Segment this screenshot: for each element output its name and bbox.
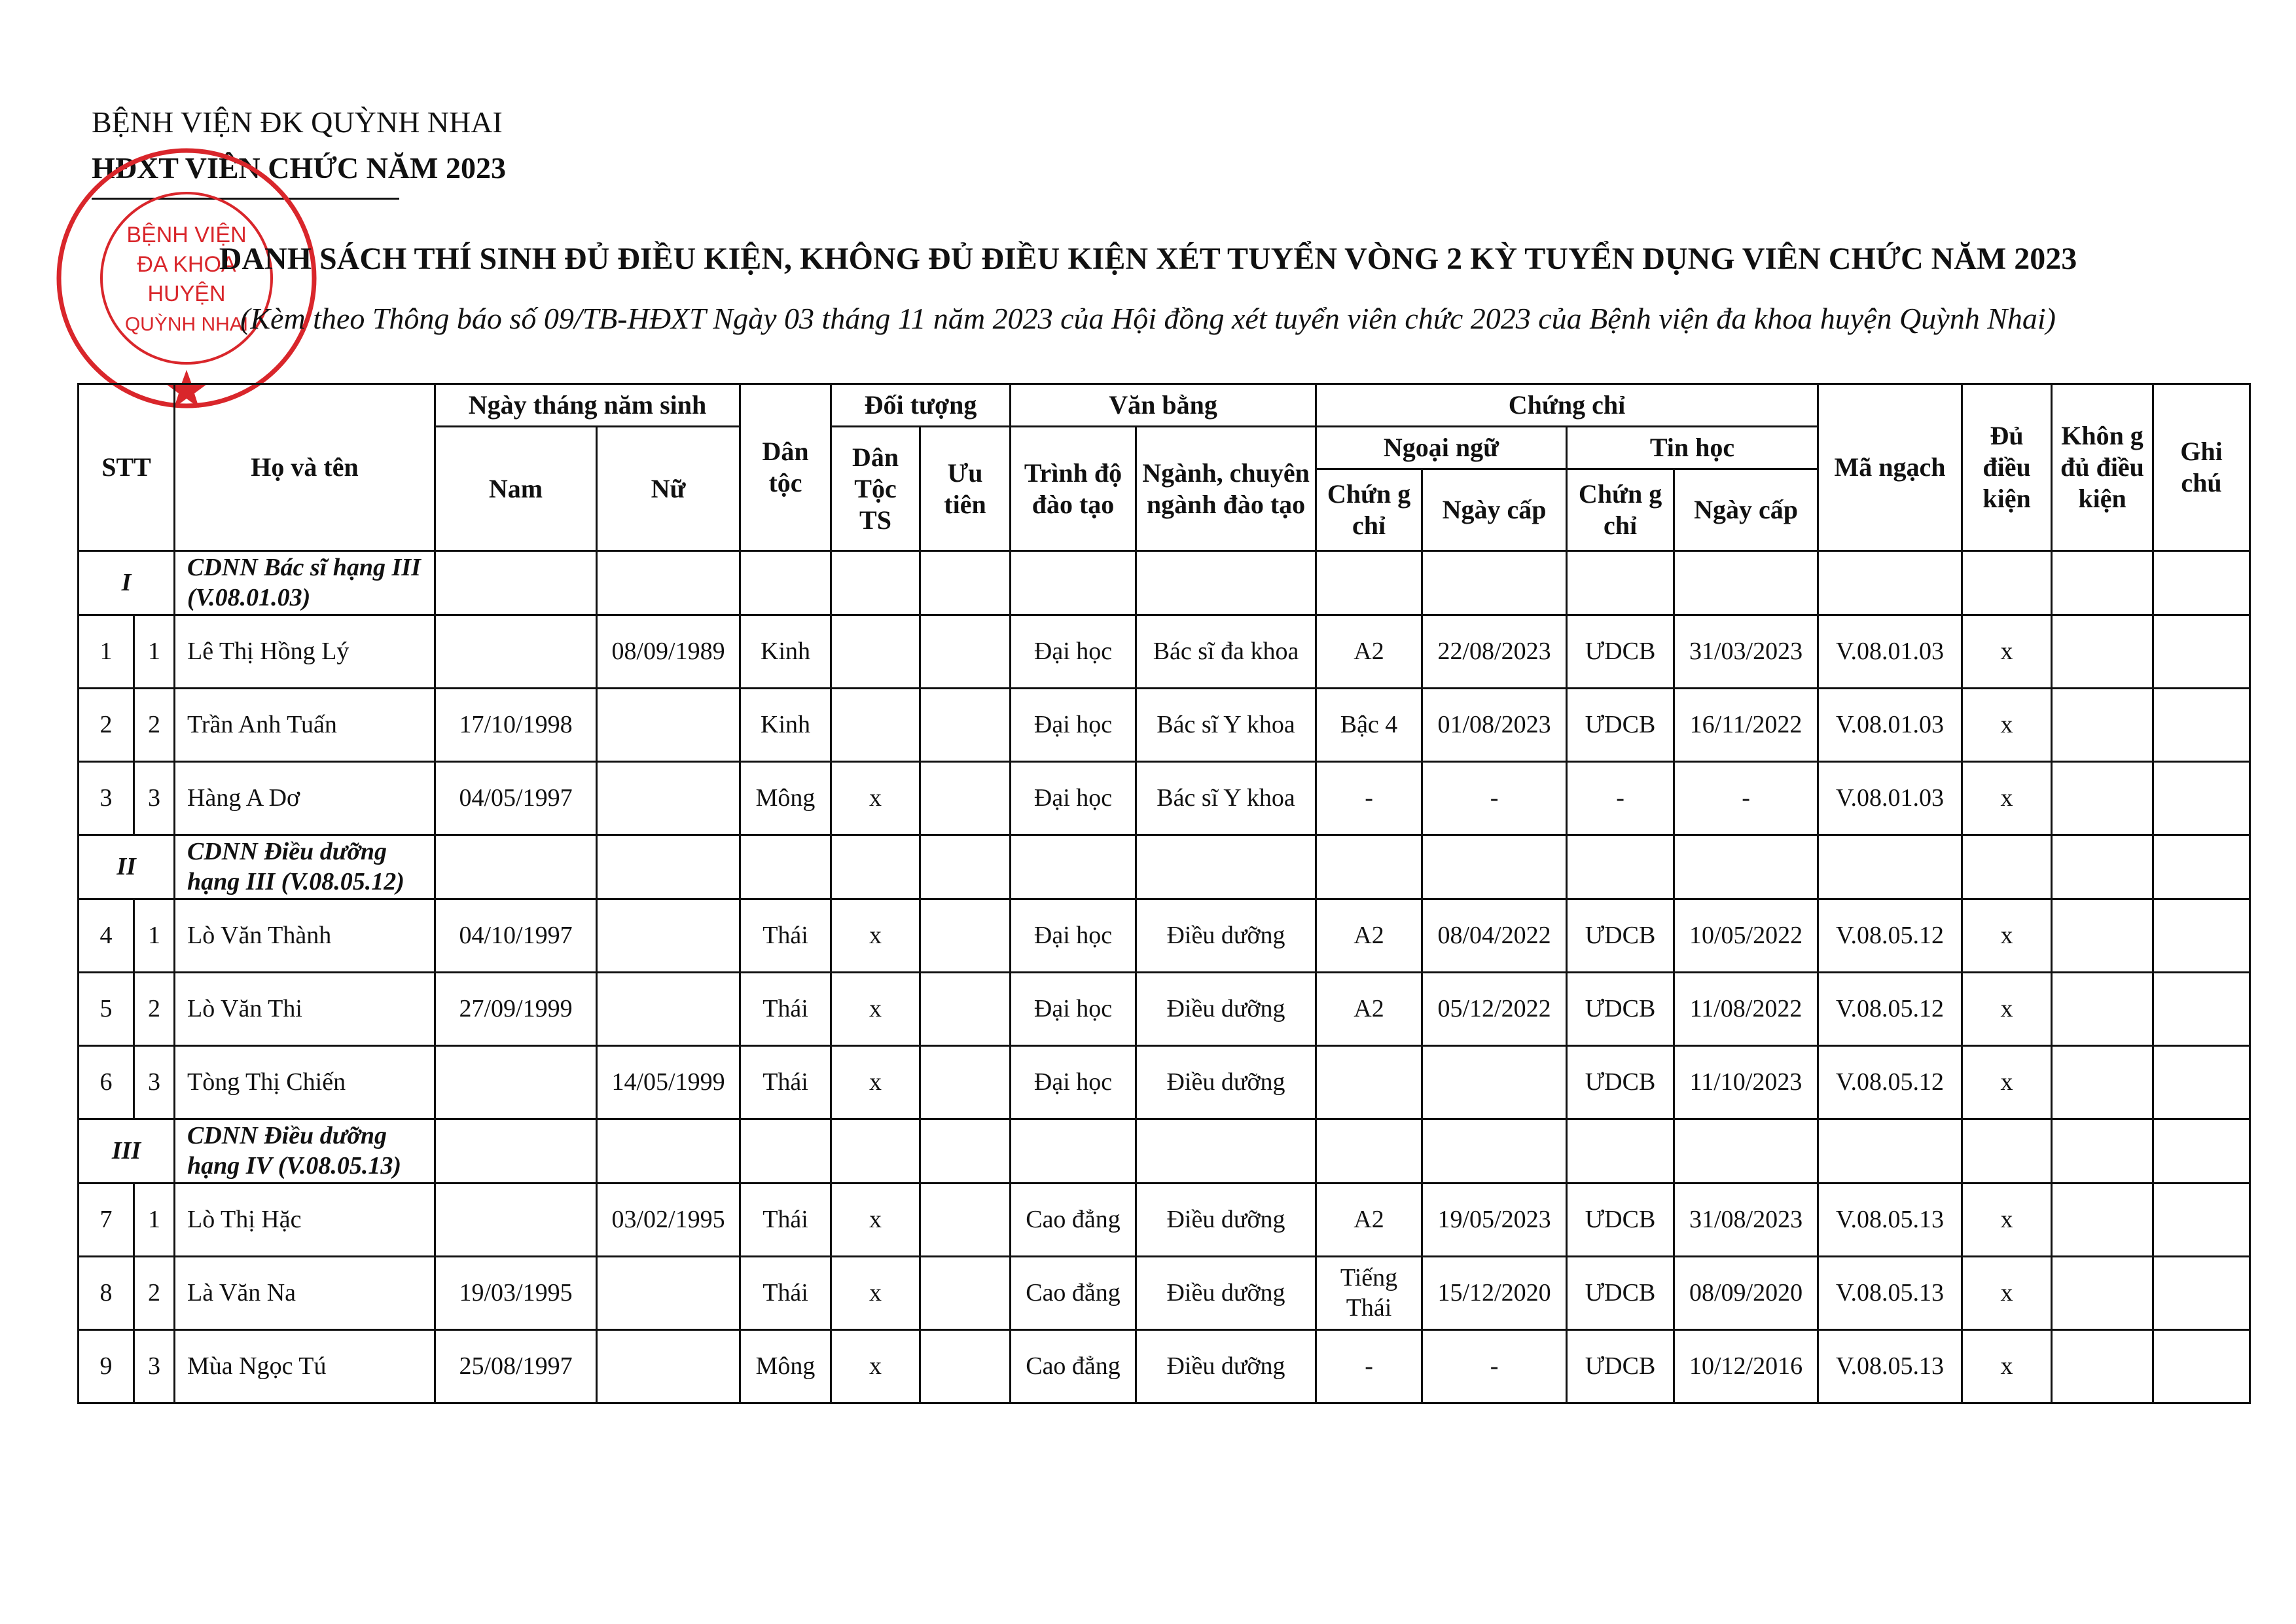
cell-major: Bác sĩ Y khoa (1136, 689, 1316, 762)
cell-major: Điều dưỡng (1136, 1046, 1316, 1119)
empty-cell (920, 1119, 1011, 1183)
document-subtitle: (Kèm theo Thông báo số 09/TB-HĐXT Ngày 03 tháng 11 năm 2023 của Hội đồng xét tuyển viên chức 2023 của Bệnh viện đa khoa huyện Quỳnh Nhai) (240, 302, 2056, 335)
cell-it: - (1567, 762, 1674, 835)
cell-priority (920, 1257, 1011, 1330)
cell-male: 19/03/1995 (435, 1257, 597, 1330)
cell-ethnic-ts (831, 615, 920, 689)
cell-sub: 2 (134, 689, 175, 762)
empty-cell (1567, 1119, 1674, 1183)
cell-code: V.08.01.03 (1818, 762, 1962, 835)
empty-cell (435, 551, 597, 615)
cell-priority (920, 689, 1011, 762)
empty-cell (1316, 1119, 1422, 1183)
cell-stt: 6 (79, 1046, 134, 1119)
cell-sub: 1 (134, 1183, 175, 1257)
empty-cell (740, 835, 831, 899)
empty-cell (597, 551, 740, 615)
col-foreign: Ngoại ngữ (1316, 427, 1567, 469)
cell-sub: 2 (134, 1257, 175, 1330)
cell-it: ƯDCB (1567, 1257, 1674, 1330)
section-roman: II (79, 835, 175, 899)
cell-ethnic-ts: x (831, 973, 920, 1046)
cell-priority (920, 762, 1011, 835)
empty-cell (1422, 835, 1567, 899)
empty-cell (1567, 835, 1674, 899)
empty-cell (2052, 1119, 2153, 1183)
cell-level: Cao đẳng (1011, 1257, 1136, 1330)
cell-code: V.08.05.12 (1818, 899, 1962, 973)
empty-cell (1136, 835, 1316, 899)
cell-not-eligible (2052, 689, 2153, 762)
cell-priority (920, 899, 1011, 973)
cell-priority (920, 973, 1011, 1046)
cell-major: Điều dưỡng (1136, 1257, 1316, 1330)
cell-eligible: x (1962, 615, 2052, 689)
table-row (79, 1330, 2250, 1403)
cell-stt: 5 (79, 973, 134, 1046)
cell-eligible: x (1962, 689, 2052, 762)
cell-level: Đại học (1011, 615, 1136, 689)
cell-note (2153, 762, 2250, 835)
col-priority: Ưu tiên (920, 427, 1011, 551)
cell-ff: - (1316, 1330, 1422, 1403)
table-row (79, 973, 2250, 1046)
empty-cell (597, 835, 740, 899)
col-level: Trình độ đào tạo (1011, 427, 1136, 551)
empty-cell (1136, 551, 1316, 615)
cell-sub: 2 (134, 973, 175, 1046)
section-row (79, 551, 2250, 615)
empty-cell (2153, 835, 2250, 899)
col-degree: Văn bằng (1011, 384, 1316, 427)
section-title: CDNN Điều dưỡng hạng III (V.08.05.12) (175, 835, 435, 899)
empty-cell (1674, 835, 1818, 899)
cell-ethnic: Thái (740, 1183, 831, 1257)
col-code: Mã ngạch (1818, 384, 1962, 551)
cell-note (2153, 689, 2250, 762)
cell-it: ƯDCB (1567, 615, 1674, 689)
cell-it-date: 10/05/2022 (1674, 899, 1818, 973)
cell-ethnic-ts: x (831, 1330, 920, 1403)
cell-name: Lò Văn Thành (175, 899, 435, 973)
cell-not-eligible (2052, 762, 2153, 835)
col-ethnic: Dân tộc (740, 384, 831, 551)
cell-eligible: x (1962, 1183, 2052, 1257)
cell-it: ƯDCB (1567, 899, 1674, 973)
cell-sub: 3 (134, 1046, 175, 1119)
cell-major: Bác sĩ đa khoa (1136, 615, 1316, 689)
cell-name: Là Văn Na (175, 1257, 435, 1330)
cell-code: V.08.01.03 (1818, 615, 1962, 689)
cell-eligible: x (1962, 1046, 2052, 1119)
cell-ethnic: Mông (740, 1330, 831, 1403)
empty-cell (2052, 551, 2153, 615)
cell-major: Điều dưỡng (1136, 973, 1316, 1046)
col-stt: STT (79, 384, 175, 551)
cell-ff-date (1422, 1046, 1567, 1119)
cell-it-date: 31/08/2023 (1674, 1183, 1818, 1257)
cell-major: Điều dưỡng (1136, 899, 1316, 973)
cell-major: Điều dưỡng (1136, 1330, 1316, 1403)
empty-cell (1422, 1119, 1567, 1183)
cell-level: Cao đẳng (1011, 1183, 1136, 1257)
official-stamp-icon (52, 144, 321, 412)
cell-code: V.08.01.03 (1818, 689, 1962, 762)
empty-cell (1818, 835, 1962, 899)
svg-text:ĐA KHOA: ĐA KHOA (137, 252, 236, 277)
cell-ff-date: 19/05/2023 (1422, 1183, 1567, 1257)
cell-name: Lò Thị Hặc (175, 1183, 435, 1257)
cell-note (2153, 899, 2250, 973)
col-not-eligible: Khôn g đủ điều kiện (2052, 384, 2153, 551)
cell-stt: 1 (79, 615, 134, 689)
cell-name: Hàng A Dơ (175, 762, 435, 835)
cell-code: V.08.05.13 (1818, 1183, 1962, 1257)
cell-stt: 9 (79, 1330, 134, 1403)
cell-code: V.08.05.12 (1818, 973, 1962, 1046)
col-dob: Ngày tháng năm sinh (435, 384, 740, 427)
cell-name: Trần Anh Tuấn (175, 689, 435, 762)
cell-code: V.08.05.12 (1818, 1046, 1962, 1119)
cell-ff-date: 01/08/2023 (1422, 689, 1567, 762)
empty-cell (1674, 551, 1818, 615)
cell-level: Đại học (1011, 689, 1136, 762)
cell-it-date: 11/08/2022 (1674, 973, 1818, 1046)
empty-cell (1316, 551, 1422, 615)
empty-cell (2153, 1119, 2250, 1183)
cell-it: ƯDCB (1567, 973, 1674, 1046)
cell-not-eligible (2052, 1330, 2153, 1403)
cell-ethnic-ts (831, 689, 920, 762)
cell-male: 04/10/1997 (435, 899, 597, 973)
cell-stt: 7 (79, 1183, 134, 1257)
document-title: DANH SÁCH THÍ SINH ĐỦ ĐIỀU KIỆN, KHÔNG ĐỦ ĐIỀU KIỆN XÉT TUYỂN VÒNG 2 KỲ TUYỂN DỤNG VIÊN CHỨC NĂM 2023 (219, 242, 2077, 276)
section-row (79, 1119, 2250, 1183)
cell-level: Cao đẳng (1011, 1330, 1136, 1403)
cell-sub: 3 (134, 762, 175, 835)
empty-cell (1011, 551, 1136, 615)
cell-ff: A2 (1316, 899, 1422, 973)
cell-priority (920, 1183, 1011, 1257)
cell-eligible: x (1962, 1330, 2052, 1403)
cell-female (597, 1257, 740, 1330)
cell-ff-date: 15/12/2020 (1422, 1257, 1567, 1330)
cell-it-date: 08/09/2020 (1674, 1257, 1818, 1330)
empty-cell (1567, 551, 1674, 615)
empty-cell (435, 835, 597, 899)
svg-text:HUYỆN: HUYỆN (147, 281, 226, 306)
table-row (79, 1046, 2250, 1119)
empty-cell (2153, 551, 2250, 615)
cell-ff: Tiếng Thái (1316, 1257, 1422, 1330)
col-it: Tin học (1567, 427, 1818, 469)
cell-not-eligible (2052, 973, 2153, 1046)
cell-it-date: 31/03/2023 (1674, 615, 1818, 689)
cell-ff: A2 (1316, 615, 1422, 689)
cell-name: Lò Văn Thi (175, 973, 435, 1046)
cell-level: Đại học (1011, 973, 1136, 1046)
cell-ff: A2 (1316, 973, 1422, 1046)
council-name: HĐXT VIÊN CHỨC NĂM 2023 (92, 151, 506, 185)
cell-eligible: x (1962, 899, 2052, 973)
cell-major: Điều dưỡng (1136, 1183, 1316, 1257)
cell-ethnic: Thái (740, 1257, 831, 1330)
svg-text:QUỲNH NHAI: QUỲNH NHAI (124, 314, 249, 335)
cell-ff-date: - (1422, 1330, 1567, 1403)
cell-stt: 2 (79, 689, 134, 762)
col-foreign-date: Ngày cấp (1422, 469, 1567, 551)
cell-ethnic-ts: x (831, 762, 920, 835)
cell-stt: 3 (79, 762, 134, 835)
cell-not-eligible (2052, 615, 2153, 689)
col-it-date: Ngày cấp (1674, 469, 1818, 551)
cell-note (2153, 1257, 2250, 1330)
cell-ethnic: Thái (740, 973, 831, 1046)
cell-sub: 1 (134, 615, 175, 689)
empty-cell (435, 1119, 597, 1183)
empty-cell (1962, 1119, 2052, 1183)
col-female: Nữ (597, 427, 740, 551)
cell-stt: 4 (79, 899, 134, 973)
cell-it-date: - (1674, 762, 1818, 835)
cell-ff: Bậc 4 (1316, 689, 1422, 762)
cell-ethnic: Thái (740, 899, 831, 973)
col-male: Nam (435, 427, 597, 551)
cell-female: 14/05/1999 (597, 1046, 740, 1119)
empty-cell (1674, 1119, 1818, 1183)
col-cert: Chứng chỉ (1316, 384, 1818, 427)
cell-it: ƯDCB (1567, 1046, 1674, 1119)
col-major: Ngành, chuyên ngành đào tạo (1136, 427, 1316, 551)
cell-ethnic-ts: x (831, 1183, 920, 1257)
empty-cell (920, 835, 1011, 899)
empty-cell (920, 551, 1011, 615)
section-title: CDNN Điều dưỡng hạng IV (V.08.05.13) (175, 1119, 435, 1183)
table-row (79, 762, 2250, 835)
cell-level: Đại học (1011, 1046, 1136, 1119)
cell-not-eligible (2052, 1046, 2153, 1119)
cell-not-eligible (2052, 899, 2153, 973)
empty-cell (831, 835, 920, 899)
empty-cell (2052, 835, 2153, 899)
cell-male (435, 1046, 597, 1119)
cell-ff-date: - (1422, 762, 1567, 835)
cell-ethnic: Kinh (740, 689, 831, 762)
cell-sub: 3 (134, 1330, 175, 1403)
cell-male: 25/08/1997 (435, 1330, 597, 1403)
cell-male: 04/05/1997 (435, 762, 597, 835)
cell-ff: - (1316, 762, 1422, 835)
cell-female (597, 899, 740, 973)
cell-it-date: 11/10/2023 (1674, 1046, 1818, 1119)
empty-cell (1316, 835, 1422, 899)
empty-cell (1818, 551, 1962, 615)
empty-cell (1422, 551, 1567, 615)
col-ethnic-ts: Dân Tộc TS (831, 427, 920, 551)
cell-note (2153, 973, 2250, 1046)
cell-female: 03/02/1995 (597, 1183, 740, 1257)
cell-female (597, 762, 740, 835)
col-target: Đối tượng (831, 384, 1011, 427)
col-note: Ghi chú (2153, 384, 2250, 551)
cell-male (435, 615, 597, 689)
cell-priority (920, 1330, 1011, 1403)
cell-not-eligible (2052, 1183, 2153, 1257)
empty-cell (740, 1119, 831, 1183)
empty-cell (1962, 551, 2052, 615)
cell-ethnic-ts: x (831, 1046, 920, 1119)
empty-cell (1962, 835, 2052, 899)
cell-priority (920, 1046, 1011, 1119)
empty-cell (831, 1119, 920, 1183)
empty-cell (597, 1119, 740, 1183)
cell-not-eligible (2052, 1257, 2153, 1330)
cell-it: ƯDCB (1567, 689, 1674, 762)
org-name: BỆNH VIỆN ĐK QUỲNH NHAI (92, 105, 503, 139)
cell-male: 27/09/1999 (435, 973, 597, 1046)
col-eligible: Đủ điều kiện (1962, 384, 2052, 551)
col-name: Họ và tên (175, 384, 435, 551)
empty-cell (1011, 835, 1136, 899)
cell-ethnic: Thái (740, 1046, 831, 1119)
empty-cell (1136, 1119, 1316, 1183)
table-row (79, 689, 2250, 762)
cell-level: Đại học (1011, 762, 1136, 835)
cell-it: ƯDCB (1567, 1330, 1674, 1403)
table-body (79, 551, 2250, 1403)
col-foreign-cert: Chứn g chỉ (1316, 469, 1422, 551)
cell-priority (920, 615, 1011, 689)
cell-female: 08/09/1989 (597, 615, 740, 689)
cell-ethnic-ts: x (831, 899, 920, 973)
section-title: CDNN Bác sĩ hạng III (V.08.01.03) (175, 551, 435, 615)
cell-eligible: x (1962, 973, 2052, 1046)
cell-ethnic: Kinh (740, 615, 831, 689)
cell-note (2153, 615, 2250, 689)
cell-ethnic-ts: x (831, 1257, 920, 1330)
cell-level: Đại học (1011, 899, 1136, 973)
cell-ff-date: 22/08/2023 (1422, 615, 1567, 689)
cell-note (2153, 1330, 2250, 1403)
cell-code: V.08.05.13 (1818, 1257, 1962, 1330)
cell-name: Mùa Ngọc Tú (175, 1330, 435, 1403)
cell-ethnic: Mông (740, 762, 831, 835)
cell-ff-date: 08/04/2022 (1422, 899, 1567, 973)
empty-cell (831, 551, 920, 615)
cell-it: ƯDCB (1567, 1183, 1674, 1257)
cell-it-date: 10/12/2016 (1674, 1330, 1818, 1403)
cell-name: Lê Thị Hồng Lý (175, 615, 435, 689)
table-row (79, 1183, 2250, 1257)
cell-ff (1316, 1046, 1422, 1119)
cell-note (2153, 1183, 2250, 1257)
cell-eligible: x (1962, 1257, 2052, 1330)
cell-name: Tòng Thị Chiến (175, 1046, 435, 1119)
cell-male (435, 1183, 597, 1257)
cell-female (597, 973, 740, 1046)
cell-stt: 8 (79, 1257, 134, 1330)
section-row (79, 835, 2250, 899)
cell-code: V.08.05.13 (1818, 1330, 1962, 1403)
empty-cell (1818, 1119, 1962, 1183)
section-roman: I (79, 551, 175, 615)
table-row (79, 615, 2250, 689)
cell-major: Bác sĩ Y khoa (1136, 762, 1316, 835)
table-row (79, 1257, 2250, 1330)
cell-female (597, 689, 740, 762)
cell-ff-date: 05/12/2022 (1422, 973, 1567, 1046)
table-row (79, 899, 2250, 973)
cell-it-date: 16/11/2022 (1674, 689, 1818, 762)
svg-text:BỆNH VIỆN: BỆNH VIỆN (126, 223, 247, 247)
cell-sub: 1 (134, 899, 175, 973)
cell-female (597, 1330, 740, 1403)
cell-ff: A2 (1316, 1183, 1422, 1257)
cell-note (2153, 1046, 2250, 1119)
cell-male: 17/10/1998 (435, 689, 597, 762)
empty-cell (740, 551, 831, 615)
cell-eligible: x (1962, 762, 2052, 835)
col-it-cert: Chứn g chỉ (1567, 469, 1674, 551)
empty-cell (1011, 1119, 1136, 1183)
candidate-table (77, 383, 2251, 1404)
section-roman: III (79, 1119, 175, 1183)
